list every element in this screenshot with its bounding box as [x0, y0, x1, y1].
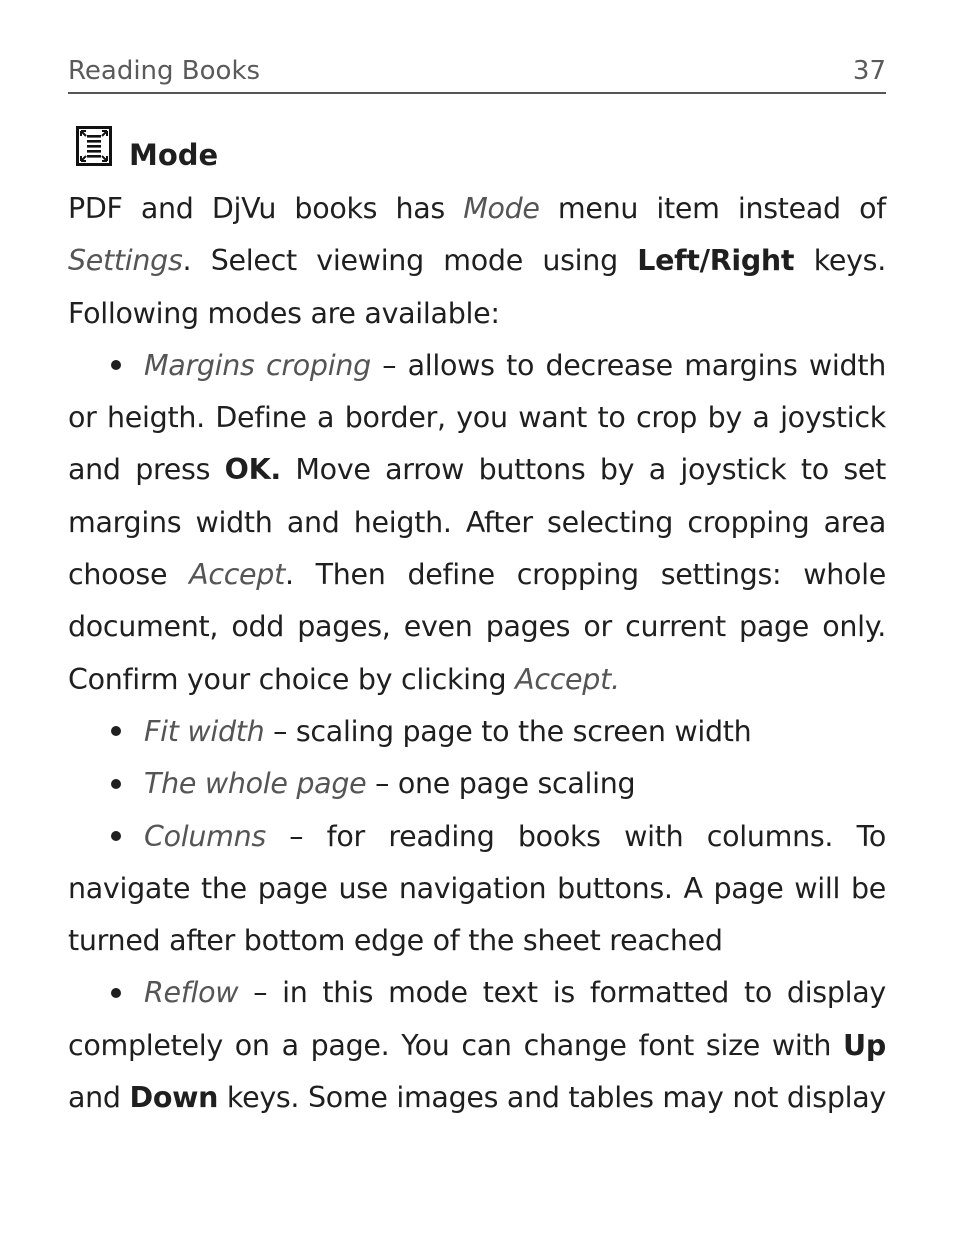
- item-text: Move arrow buttons by a joystick to set margins width and heigth. After selecting cropping area choose: [68, 453, 887, 592]
- intro-text: keys. Following modes are available:: [68, 244, 886, 330]
- reflow-term: Reflow: [144, 976, 239, 1010]
- item-text: keys. Some images and tables may not display: [218, 1081, 886, 1115]
- fit-width-term: Fit width: [144, 714, 265, 748]
- item-text: – scaling page to the screen width: [264, 714, 752, 748]
- section-title: Mode: [129, 138, 219, 172]
- list-item-whole-page: [68, 758, 886, 810]
- up-key: Up: [843, 1028, 886, 1062]
- whole-page-term: The whole page: [144, 767, 367, 801]
- settings-term: Settings: [68, 244, 183, 278]
- left-right-keys: Left/Right: [637, 244, 795, 278]
- intro-paragraph: [68, 183, 886, 340]
- fit-page-icon: [76, 126, 112, 166]
- columns-term: Columns: [144, 819, 266, 853]
- page-header: [68, 56, 886, 94]
- intro-text: menu item instead of: [539, 192, 886, 225]
- item-text: and: [68, 1081, 130, 1115]
- item-text: – for reading books with columns. To navigate the page use navigation buttons. A page will be turned after bottom edge of the sheet reached: [68, 819, 886, 958]
- list-item-columns: [68, 811, 886, 968]
- page-number: 37: [852, 56, 886, 86]
- margins-cropping-term: Margins croping: [144, 348, 371, 382]
- item-text: – allows to decrease margins width or heigth. Define a border, you want to crop by a joystick and press: [68, 348, 886, 487]
- intro-text: PDF and DjVu books has: [68, 192, 464, 225]
- down-key: Down: [129, 1081, 219, 1115]
- list-item-margins-cropping: [68, 340, 886, 706]
- list-item-reflow: [68, 967, 886, 1124]
- intro-text: . Select viewing mode using: [182, 244, 638, 278]
- body-text: [68, 183, 886, 1124]
- running-header-title: Reading Books: [68, 56, 261, 86]
- item-text: . Then define cropping settings: whole document, odd pages, even pages or current page only. Confirm your choice by clicking: [68, 558, 886, 696]
- list-item-fit-width: [68, 706, 886, 758]
- ok-key: OK.: [224, 453, 281, 487]
- item-text: – one page scaling: [366, 767, 636, 801]
- accept-term: Accept.: [515, 662, 620, 696]
- mode-term: Mode: [463, 192, 540, 225]
- item-text: – in this mode text is formatted to display completely on a page. You can change font size with: [68, 976, 886, 1062]
- accept-term: Accept: [189, 558, 285, 592]
